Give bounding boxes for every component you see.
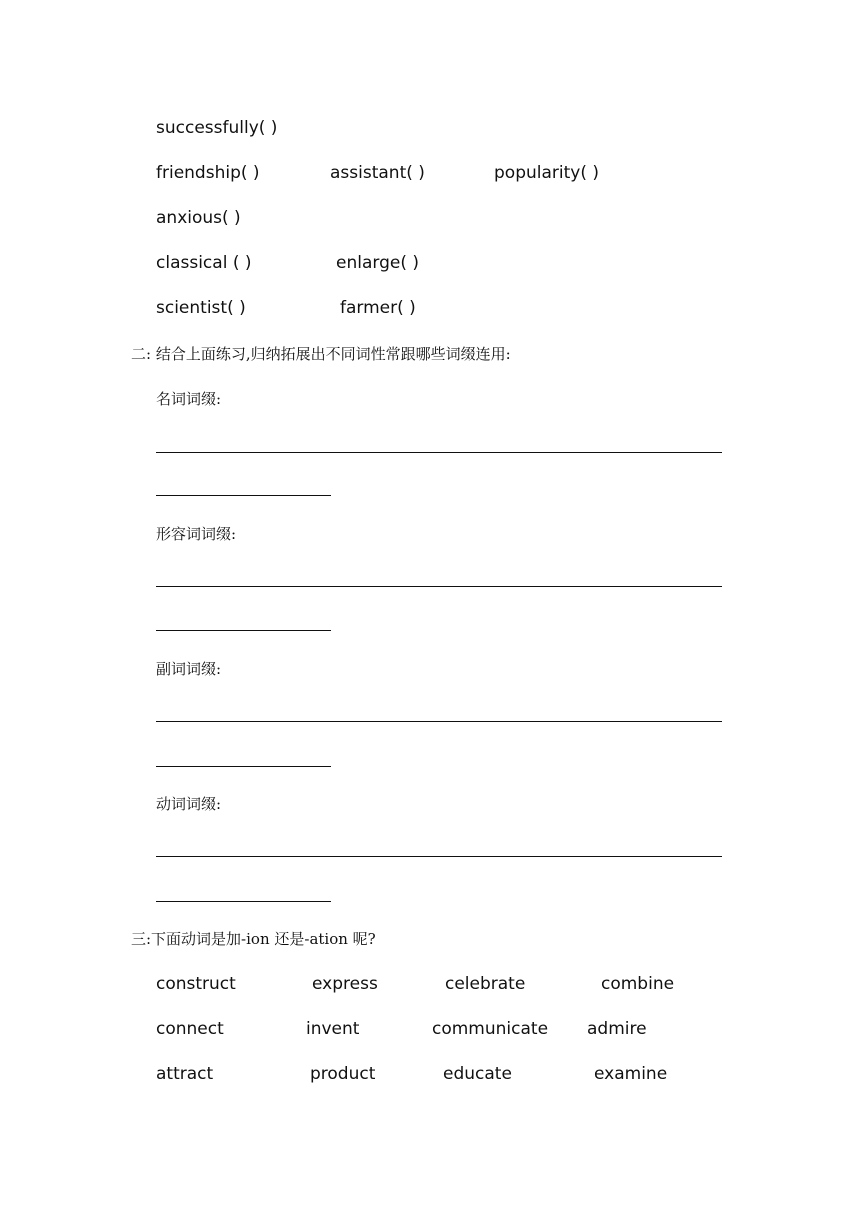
part2-heading: 二: 结合上面练习,归纳拓展出不同词性常跟哪些词缀连用: — [131, 345, 511, 363]
noun-suffix-answer-line-short — [156, 495, 331, 496]
verb-celebrate: celebrate — [445, 974, 526, 994]
adverb-suffix-answer-line — [156, 721, 722, 722]
noun-suffix-answer-line — [156, 452, 722, 453]
verb-combine: combine — [601, 974, 675, 994]
part3-heading: 三:下面动词是加-ion 还是-ation 呢? — [131, 930, 376, 948]
verb-invent: invent — [306, 1019, 360, 1039]
verb-suffix-answer-line — [156, 856, 722, 857]
adjective-suffix-answer-line — [156, 586, 722, 587]
verb-examine: examine — [594, 1064, 668, 1084]
verb-construct: construct — [156, 974, 236, 994]
word-friendship: friendship( ) — [156, 163, 260, 183]
verb-admire: admire — [587, 1019, 647, 1039]
adverb-suffix-label: 副词词缀: — [156, 660, 222, 678]
verb-suffix-answer-line-short — [156, 901, 331, 902]
verb-suffix-label: 动词词缀: — [156, 795, 222, 813]
word-classical: classical ( ) — [156, 253, 252, 273]
word-farmer: farmer( ) — [340, 298, 416, 318]
adjective-suffix-answer-line-short — [156, 630, 331, 631]
word-successfully: successfully( ) — [156, 118, 278, 138]
word-assistant: assistant( ) — [330, 163, 425, 183]
adverb-suffix-answer-line-short — [156, 766, 331, 767]
word-enlarge: enlarge( ) — [336, 253, 419, 273]
verb-product: product — [310, 1064, 376, 1084]
verb-attract: attract — [156, 1064, 214, 1084]
adjective-suffix-label: 形容词词缀: — [156, 525, 237, 543]
noun-suffix-label: 名词词缀: — [156, 390, 222, 408]
verb-communicate: communicate — [432, 1019, 549, 1039]
verb-express: express — [312, 974, 378, 994]
word-popularity: popularity( ) — [494, 163, 600, 183]
verb-connect: connect — [156, 1019, 224, 1039]
word-anxious: anxious( ) — [156, 208, 241, 228]
verb-educate: educate — [443, 1064, 512, 1084]
word-scientist: scientist( ) — [156, 298, 246, 318]
